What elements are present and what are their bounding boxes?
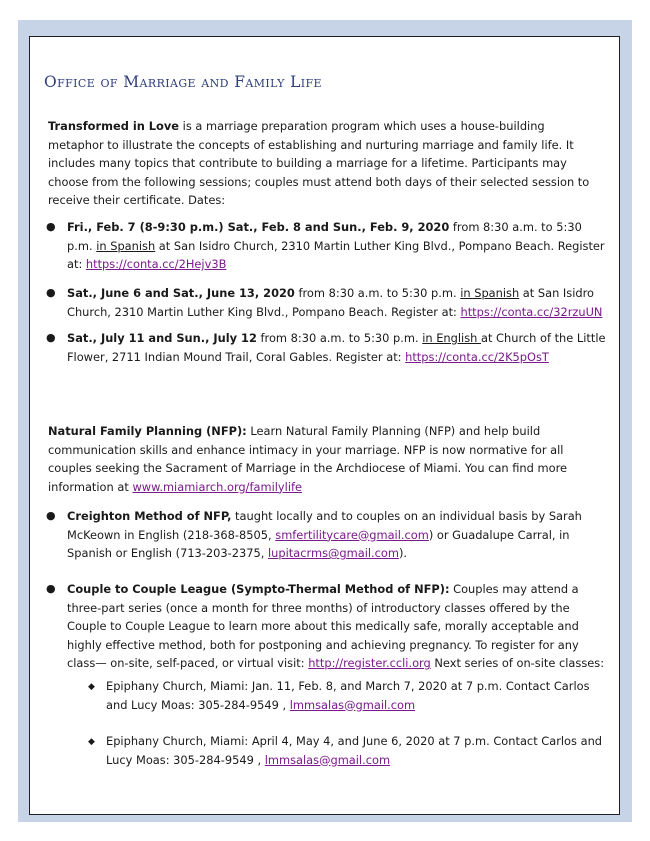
register-link[interactable]: https://conta.cc/2Hejv3B: [85, 257, 227, 271]
session-dates: Fri., Feb. 7 (8-9:30 p.m.) Sat., Feb. 8 and Sun., Feb. 9, 2020: [67, 220, 450, 234]
email-link[interactable]: lupitacrms@gmail.com: [268, 546, 399, 560]
intro-text: is a marriage preparation program which uses a house-building metaphor to illustrate the concepts of establishing and nurturing marriage and family life. It includes many topics that contribute to building a marriage for a lifetime. Participants may choose from the following sessions; couples must attend both days of their selected session to receive their certificate. Dates:: [48, 119, 590, 207]
familylife-link[interactable]: www.miamiarch.org/familylife: [132, 479, 302, 494]
session-time: from 8:30 a.m. to 5:30 p.m.: [294, 286, 461, 300]
creighton-text: taught locally and to couples on an individual basis by Sarah McKeown in English (218-368-8505,: [67, 509, 582, 542]
page-frame: [18, 20, 632, 822]
session-item: [30, 218, 607, 274]
email-link[interactable]: smfertilitycare@gmail.com: [275, 527, 429, 542]
email-link[interactable]: lmmsalas@gmail.com: [289, 697, 416, 712]
register-link[interactable]: https://conta.cc/2K5pOsT: [405, 349, 549, 364]
session-time: from 8:30 a.m. to 5:30 p.m.: [256, 331, 423, 345]
ccl-text: Couples may attend a three-part series (once a month for three months) of introductory classes offered by the Couple to Couple League to learn more about this medically safe, morally acceptable and highly effective method, both for postponing and achieving pregnancy. To register for any class— on-site, self-paced, or virtual visit:: [67, 582, 579, 670]
email-link[interactable]: lmmsalas@gmail.com: [264, 752, 391, 767]
class-details: Epiphany Church, Miami: April 4, May 4, and June 6, 2020 at 7 p.m. Contact Carlos and Lucy Moas: 305-284-9549 ,: [106, 734, 603, 767]
creighton-heading: Creighton Method of NFP,: [67, 509, 232, 523]
diamond-bullet-icon: ◆: [88, 737, 95, 747]
session-location: at Church of the Little Flower, 2711 Indian Mound Trail, Coral Gables. Register at:: [67, 331, 606, 364]
bullet-icon: ●: [46, 286, 56, 299]
class-item: [30, 677, 608, 714]
ccl-item: [30, 580, 607, 673]
method-list: [30, 507, 607, 563]
session-language: in Spanish: [96, 238, 156, 253]
session-dates: Sat., July 11 and Sun., July 12: [67, 331, 257, 345]
session-list: [30, 329, 607, 366]
bullet-icon: ●: [46, 509, 56, 522]
register-link[interactable]: https://conta.cc/32rzuUN: [460, 304, 603, 319]
page-title: Office of Marriage and Family Life: [44, 73, 322, 91]
diamond-bullet-icon: ◆: [88, 682, 95, 692]
bullet-icon: ●: [46, 220, 56, 233]
program-name: Transformed in Love: [48, 119, 180, 133]
ccl-heading: Couple to Couple League (Sympto-Thermal Method of NFP):: [67, 582, 450, 596]
class-item: [30, 732, 608, 769]
ccl-text: Next series of on-site classes:: [430, 656, 605, 670]
session-list: [30, 218, 607, 274]
session-time: from 8:30 a.m. to 5:30 p.m.: [67, 220, 582, 253]
creighton-text: ).: [398, 546, 408, 560]
nfp-text: Learn Natural Family Planning (NFP) and help build communication skills and enhance intimacy in your marriage. NFP is now normative for all couples seeking the Sacrament of Marriage in the Archdiocese of Miami. You can find more information at: [48, 424, 568, 494]
session-location: at San Isidro Church, 2310 Martin Luther King Blvd., Pompano Beach. Register at:: [67, 286, 595, 319]
session-language: in Spanish: [460, 286, 520, 300]
intro-paragraph: [48, 117, 600, 210]
method-list: [30, 580, 607, 673]
bullet-icon: ●: [46, 331, 56, 344]
session-item: [30, 284, 607, 321]
class-list: [30, 732, 608, 769]
register-link[interactable]: http://register.ccli.org: [308, 656, 431, 670]
content-box: [29, 36, 620, 815]
nfp-paragraph: [48, 422, 600, 496]
session-language: in English: [422, 331, 481, 345]
bullet-icon: ●: [46, 582, 56, 595]
session-item: [30, 329, 607, 366]
creighton-item: [30, 507, 607, 563]
creighton-text: ) or Guadalupe Carral, in Spanish or English (713-203-2375,: [67, 527, 570, 560]
nfp-heading: Natural Family Planning (NFP):: [48, 424, 247, 438]
class-details: Epiphany Church, Miami: Jan. 11, Feb. 8, and March 7, 2020 at 7 p.m. Contact Carlos and Lucy Moas: 305-284-9549 ,: [106, 679, 590, 712]
session-location: at San Isidro Church, 2310 Martin Luther King Blvd., Pompano Beach. Register at:: [67, 238, 605, 271]
session-list: [30, 284, 607, 321]
class-list: [30, 677, 608, 714]
session-dates: Sat., June 6 and Sat., June 13, 2020: [67, 286, 295, 300]
